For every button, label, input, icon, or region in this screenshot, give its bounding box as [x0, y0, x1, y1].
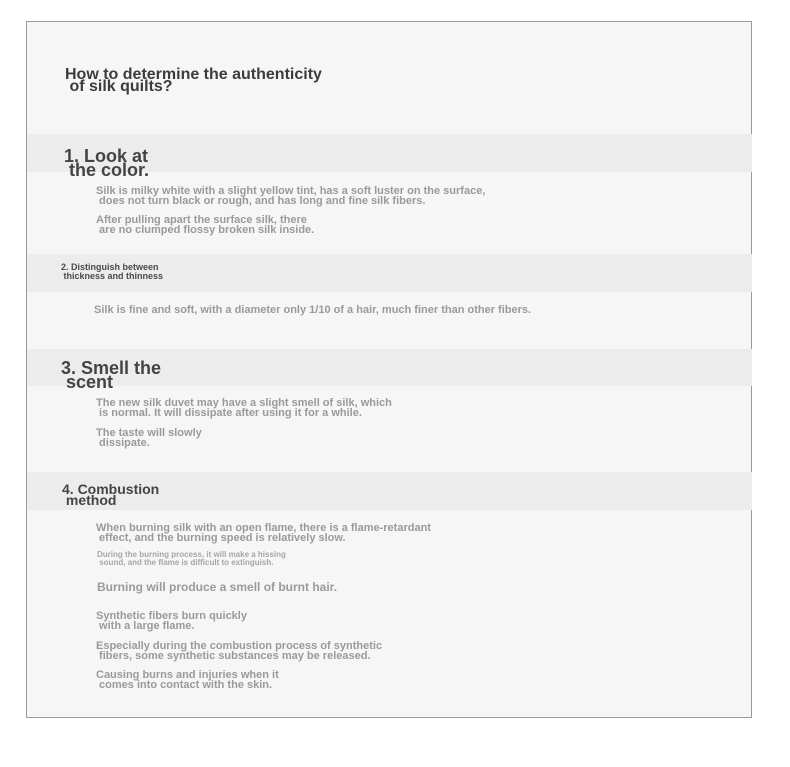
section-heading: 4. Combustion method	[62, 481, 160, 508]
section-paragraph: Burning will produce a smell of burnt hair.	[97, 580, 338, 594]
section-paragraph: The new silk duvet may have a slight smell of silk, which is normal. It will dissipate after using it for a while.	[96, 397, 392, 419]
section-heading: 1. Look at the color.	[64, 146, 150, 180]
section-heading: 3. Smell the scent	[61, 358, 162, 392]
section-paragraph: After pulling apart the surface silk, there are no clumped flossy broken silk inside.	[96, 214, 315, 236]
page-title: How to determine the authenticity of silk quilts?	[65, 66, 322, 95]
section-paragraph: Especially during the combustion process of synthetic fibers, some synthetic substances may be released.	[96, 640, 383, 662]
section-paragraph: Silk is milky white with a slight yellow tint, has a soft luster on the surface, does not turn black or rough, and has long and fine silk fibers.	[96, 185, 486, 207]
section-paragraph: Silk is fine and soft, with a diameter only 1/10 of a hair, much finer than other fibers.	[94, 304, 532, 316]
section-paragraph: Synthetic fibers burn quickly with a large flame.	[96, 610, 247, 632]
section-paragraph: Causing burns and injuries when it comes into contact with the skin.	[96, 669, 279, 691]
section-heading: 2. Distinguish between thickness and thinness	[61, 262, 164, 281]
section-paragraph: During the burning process, it will make a hissing sound, and the flame is difficult to extinguish.	[97, 550, 286, 567]
section-paragraph: The taste will slowly dissipate.	[96, 427, 202, 449]
section-paragraph: When burning silk with an open flame, there is a flame-retardant effect, and the burning speed is relatively slow.	[96, 522, 431, 544]
